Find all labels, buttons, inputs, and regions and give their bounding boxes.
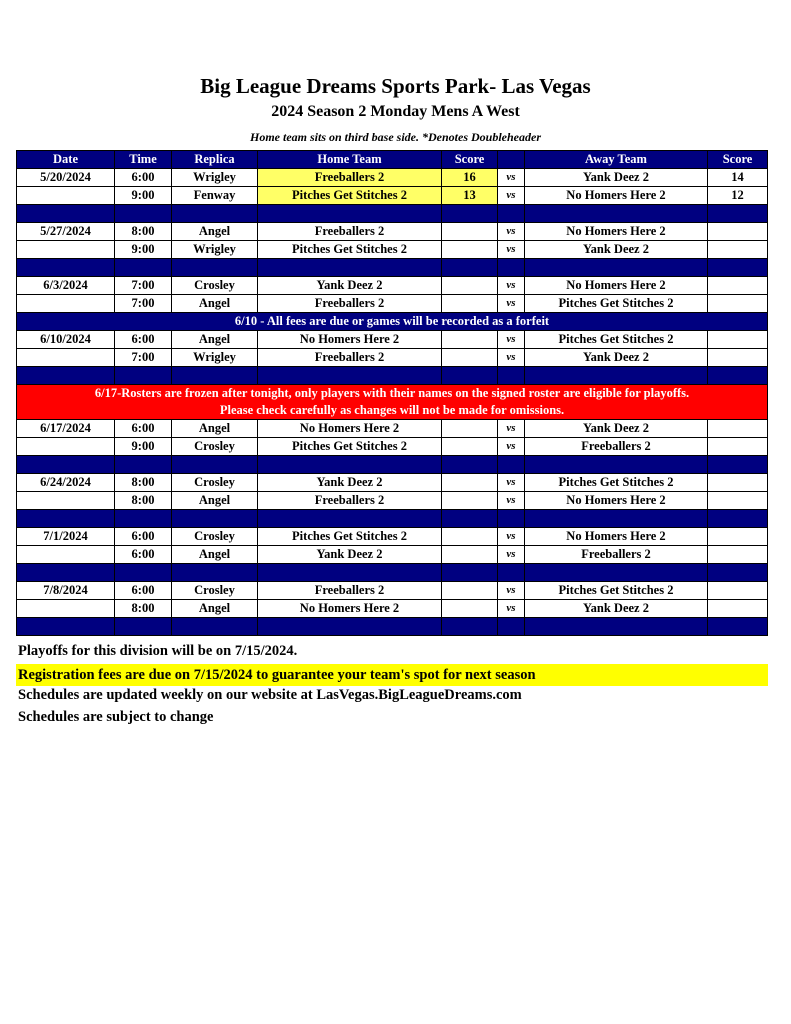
away-score xyxy=(708,331,768,349)
game-date xyxy=(17,187,115,205)
away-team: Yank Deez 2 xyxy=(525,349,708,367)
spacer-cell xyxy=(525,510,708,528)
website-note: Schedules are updated weekly on our website at LasVegas.BigLeagueDreams.com xyxy=(18,687,522,703)
schedule-table xyxy=(16,150,768,636)
home-score xyxy=(442,241,498,259)
spacer-cell xyxy=(498,456,525,474)
spacer-cell xyxy=(498,564,525,582)
registration-note: Registration fees are due on 7/15/2024 to guarantee your team's spot for next season xyxy=(16,664,768,686)
away-score xyxy=(708,474,768,492)
spacer-cell xyxy=(442,205,498,223)
vs-label: vs xyxy=(498,528,525,546)
col-header-replica: Replica xyxy=(172,151,258,169)
away-team: Yank Deez 2 xyxy=(525,241,708,259)
game-date: 6/24/2024 xyxy=(17,474,115,492)
away-team: No Homers Here 2 xyxy=(525,492,708,510)
game-field: Angel xyxy=(172,420,258,438)
game-field: Crosley xyxy=(172,277,258,295)
home-team: Freeballers 2 xyxy=(258,169,442,187)
table-header-row xyxy=(17,151,768,169)
vs-label: vs xyxy=(498,277,525,295)
away-team: Yank Deez 2 xyxy=(525,600,708,618)
table-row xyxy=(17,169,768,187)
game-time: 6:00 xyxy=(115,582,172,600)
vs-label: vs xyxy=(498,420,525,438)
spacer-cell xyxy=(172,259,258,277)
fees-notice: 6/10 - All fees are due or games will be recorded as a forfeit xyxy=(17,313,768,331)
table-row xyxy=(17,546,768,564)
game-field: Angel xyxy=(172,223,258,241)
game-date: 5/20/2024 xyxy=(17,169,115,187)
home-score xyxy=(442,331,498,349)
away-team: Pitches Get Stitches 2 xyxy=(525,474,708,492)
spacer-cell xyxy=(525,205,708,223)
vs-label: vs xyxy=(498,546,525,564)
spacer-row xyxy=(17,367,768,385)
game-date xyxy=(17,438,115,456)
spacer-cell xyxy=(258,618,442,636)
home-score xyxy=(442,420,498,438)
roster-notice-line1: 6/17-Rosters are frozen after tonight, only players with their names on the signed roster are eligible for playoffs. xyxy=(94,386,690,400)
spacer-cell xyxy=(258,205,442,223)
away-score: 12 xyxy=(708,187,768,205)
home-team: Pitches Get Stitches 2 xyxy=(258,241,442,259)
game-time: 8:00 xyxy=(115,492,172,510)
roster-notice-line2: Please check carefully as changes will not be made for omissions. xyxy=(219,403,565,417)
away-team: Pitches Get Stitches 2 xyxy=(525,582,708,600)
vs-label: vs xyxy=(498,331,525,349)
spacer-cell xyxy=(17,367,115,385)
spacer-cell xyxy=(115,259,172,277)
spacer-cell xyxy=(498,259,525,277)
spacer-cell xyxy=(708,564,768,582)
spacer-cell xyxy=(172,510,258,528)
col-header-away-score: Score xyxy=(708,151,768,169)
game-date xyxy=(17,295,115,313)
season-subtitle: 2024 Season 2 Monday Mens A West xyxy=(271,103,520,120)
table-row xyxy=(17,277,768,295)
game-time: 9:00 xyxy=(115,438,172,456)
spacer-cell xyxy=(708,510,768,528)
game-date xyxy=(17,241,115,259)
home-score xyxy=(442,349,498,367)
game-time: 8:00 xyxy=(115,223,172,241)
game-field: Crosley xyxy=(172,438,258,456)
spacer-row xyxy=(17,618,768,636)
playoffs-note: Playoffs for this division will be on 7/15/2024. xyxy=(18,643,298,659)
table-row xyxy=(17,241,768,259)
home-team: Yank Deez 2 xyxy=(258,474,442,492)
home-score xyxy=(442,474,498,492)
vs-label: vs xyxy=(498,492,525,510)
spacer-cell xyxy=(17,618,115,636)
home-score xyxy=(442,582,498,600)
schedule-note: Home team sits on third base side. *Denotes Doubleheader xyxy=(250,130,541,144)
col-header-time: Time xyxy=(115,151,172,169)
home-team: Yank Deez 2 xyxy=(258,546,442,564)
away-team: Freeballers 2 xyxy=(525,546,708,564)
game-time: 9:00 xyxy=(115,187,172,205)
spacer-cell xyxy=(525,367,708,385)
home-score xyxy=(442,492,498,510)
vs-label: vs xyxy=(498,241,525,259)
away-score xyxy=(708,277,768,295)
home-score xyxy=(442,295,498,313)
vs-label: vs xyxy=(498,223,525,241)
fees-notice-row xyxy=(17,313,768,331)
game-field: Crosley xyxy=(172,582,258,600)
spacer-cell xyxy=(442,564,498,582)
spacer-row xyxy=(17,510,768,528)
game-field: Crosley xyxy=(172,474,258,492)
home-team: No Homers Here 2 xyxy=(258,331,442,349)
spacer-cell xyxy=(708,205,768,223)
spacer-cell xyxy=(442,456,498,474)
home-score xyxy=(442,600,498,618)
spacer-row xyxy=(17,456,768,474)
game-time: 8:00 xyxy=(115,474,172,492)
spacer-row xyxy=(17,205,768,223)
away-team: No Homers Here 2 xyxy=(525,187,708,205)
vs-label: vs xyxy=(498,295,525,313)
vs-label: vs xyxy=(498,438,525,456)
away-team: Yank Deez 2 xyxy=(525,169,708,187)
game-field: Angel xyxy=(172,546,258,564)
spacer-cell xyxy=(258,259,442,277)
table-row xyxy=(17,492,768,510)
away-team: No Homers Here 2 xyxy=(525,528,708,546)
col-header-home-team: Home Team xyxy=(258,151,442,169)
spacer-cell xyxy=(708,259,768,277)
spacer-cell xyxy=(172,205,258,223)
spacer-cell xyxy=(258,367,442,385)
spacer-cell xyxy=(172,367,258,385)
table-row xyxy=(17,223,768,241)
game-time: 8:00 xyxy=(115,600,172,618)
spacer-cell xyxy=(708,367,768,385)
away-team: No Homers Here 2 xyxy=(525,277,708,295)
col-header-date: Date xyxy=(17,151,115,169)
spacer-cell xyxy=(17,564,115,582)
home-score xyxy=(442,223,498,241)
spacer-cell xyxy=(525,564,708,582)
away-score xyxy=(708,582,768,600)
home-team: No Homers Here 2 xyxy=(258,600,442,618)
away-team: No Homers Here 2 xyxy=(525,223,708,241)
page-title: Big League Dreams Sports Park- Las Vegas xyxy=(200,74,591,98)
spacer-cell xyxy=(498,205,525,223)
table-row xyxy=(17,187,768,205)
spacer-cell xyxy=(258,456,442,474)
game-date: 6/10/2024 xyxy=(17,331,115,349)
vs-label: vs xyxy=(498,600,525,618)
game-field: Crosley xyxy=(172,528,258,546)
vs-label: vs xyxy=(498,169,525,187)
table-row xyxy=(17,295,768,313)
game-field: Wrigley xyxy=(172,349,258,367)
home-team: Pitches Get Stitches 2 xyxy=(258,438,442,456)
vs-label: vs xyxy=(498,474,525,492)
vs-label: vs xyxy=(498,187,525,205)
spacer-cell xyxy=(17,205,115,223)
away-score xyxy=(708,349,768,367)
roster-notice xyxy=(17,385,768,420)
table-row xyxy=(17,349,768,367)
game-field: Angel xyxy=(172,331,258,349)
game-date: 7/1/2024 xyxy=(17,528,115,546)
spacer-cell xyxy=(258,510,442,528)
spacer-cell xyxy=(708,618,768,636)
game-field: Fenway xyxy=(172,187,258,205)
away-score xyxy=(708,492,768,510)
table-row xyxy=(17,420,768,438)
spacer-cell xyxy=(172,564,258,582)
col-header-home-score: Score xyxy=(442,151,498,169)
spacer-cell xyxy=(115,618,172,636)
game-time: 7:00 xyxy=(115,277,172,295)
game-date xyxy=(17,600,115,618)
game-date: 6/3/2024 xyxy=(17,277,115,295)
spacer-cell xyxy=(115,205,172,223)
spacer-cell xyxy=(525,456,708,474)
home-score xyxy=(442,546,498,564)
home-score xyxy=(442,277,498,295)
game-field: Wrigley xyxy=(172,241,258,259)
game-field: Angel xyxy=(172,492,258,510)
spacer-cell xyxy=(17,510,115,528)
home-team: Pitches Get Stitches 2 xyxy=(258,528,442,546)
spacer-cell xyxy=(442,367,498,385)
vs-label: vs xyxy=(498,349,525,367)
away-team: Pitches Get Stitches 2 xyxy=(525,331,708,349)
away-score xyxy=(708,528,768,546)
home-score xyxy=(442,528,498,546)
home-team: Pitches Get Stitches 2 xyxy=(258,187,442,205)
away-score xyxy=(708,600,768,618)
table-row xyxy=(17,438,768,456)
home-team: No Homers Here 2 xyxy=(258,420,442,438)
home-team: Yank Deez 2 xyxy=(258,277,442,295)
table-row xyxy=(17,528,768,546)
game-date: 6/17/2024 xyxy=(17,420,115,438)
away-score xyxy=(708,241,768,259)
game-time: 9:00 xyxy=(115,241,172,259)
home-team: Freeballers 2 xyxy=(258,492,442,510)
spacer-cell xyxy=(442,510,498,528)
spacer-cell xyxy=(17,456,115,474)
home-score xyxy=(442,438,498,456)
spacer-cell xyxy=(172,618,258,636)
game-time: 6:00 xyxy=(115,169,172,187)
col-header-away-team: Away Team xyxy=(525,151,708,169)
spacer-cell xyxy=(115,367,172,385)
home-team: Freeballers 2 xyxy=(258,349,442,367)
home-score: 13 xyxy=(442,187,498,205)
game-date xyxy=(17,546,115,564)
away-score xyxy=(708,295,768,313)
spacer-cell xyxy=(708,456,768,474)
game-time: 7:00 xyxy=(115,349,172,367)
away-score xyxy=(708,546,768,564)
game-time: 6:00 xyxy=(115,546,172,564)
away-score xyxy=(708,223,768,241)
spacer-cell xyxy=(525,618,708,636)
spacer-cell xyxy=(17,259,115,277)
away-score xyxy=(708,420,768,438)
game-date xyxy=(17,492,115,510)
away-score xyxy=(708,438,768,456)
spacer-cell xyxy=(498,618,525,636)
spacer-cell xyxy=(498,510,525,528)
roster-notice-row xyxy=(17,385,768,420)
game-date: 5/27/2024 xyxy=(17,223,115,241)
spacer-cell xyxy=(115,564,172,582)
game-field: Angel xyxy=(172,600,258,618)
change-note: Schedules are subject to change xyxy=(18,709,214,725)
game-field: Angel xyxy=(172,295,258,313)
spacer-cell xyxy=(172,456,258,474)
col-header-vs xyxy=(498,151,525,169)
spacer-cell xyxy=(115,456,172,474)
table-row xyxy=(17,474,768,492)
spacer-cell xyxy=(442,259,498,277)
spacer-row xyxy=(17,259,768,277)
home-team: Freeballers 2 xyxy=(258,295,442,313)
game-time: 6:00 xyxy=(115,420,172,438)
game-time: 7:00 xyxy=(115,295,172,313)
game-date xyxy=(17,349,115,367)
away-team: Yank Deez 2 xyxy=(525,420,708,438)
table-row xyxy=(17,600,768,618)
game-date: 7/8/2024 xyxy=(17,582,115,600)
spacer-cell xyxy=(258,564,442,582)
game-field: Wrigley xyxy=(172,169,258,187)
spacer-cell xyxy=(525,259,708,277)
game-time: 6:00 xyxy=(115,528,172,546)
vs-label: vs xyxy=(498,582,525,600)
spacer-cell xyxy=(442,618,498,636)
spacer-row xyxy=(17,564,768,582)
home-team: Freeballers 2 xyxy=(258,223,442,241)
away-team: Freeballers 2 xyxy=(525,438,708,456)
home-team: Freeballers 2 xyxy=(258,582,442,600)
table-row xyxy=(17,582,768,600)
game-time: 6:00 xyxy=(115,331,172,349)
away-team: Pitches Get Stitches 2 xyxy=(525,295,708,313)
table-row xyxy=(17,331,768,349)
away-score: 14 xyxy=(708,169,768,187)
spacer-cell xyxy=(498,367,525,385)
home-score: 16 xyxy=(442,169,498,187)
spacer-cell xyxy=(115,510,172,528)
